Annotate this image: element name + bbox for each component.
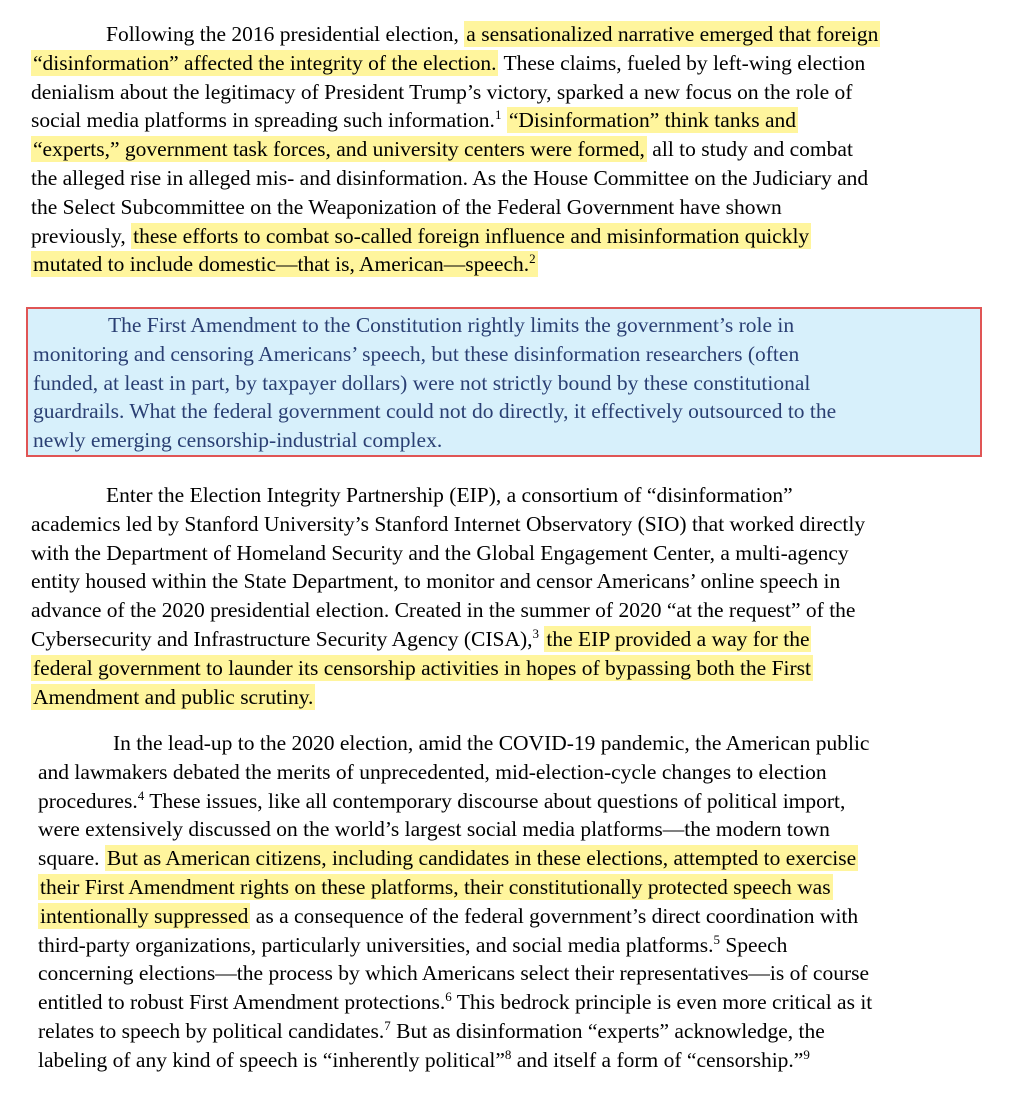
- line: monitoring and censoring Americans’ speech, but these disinformation researchers (often: [33, 341, 800, 366]
- text: mutated to include domestic—that is, American—speech.: [33, 252, 530, 277]
- line: and lawmakers debated the merits of unprecedented, mid-election-cycle changes to election: [38, 759, 827, 784]
- text: labeling of any kind of speech is “inherently political”: [38, 1047, 505, 1072]
- line: [38, 902, 1013, 931]
- line: [38, 931, 1013, 960]
- footnote-ref-4[interactable]: 4: [137, 787, 145, 803]
- text: third-party organizations, particularly universities, and social media platforms.: [38, 932, 714, 957]
- text: Following the 2016 presidential election,: [106, 22, 465, 46]
- text: procedures.: [38, 788, 138, 813]
- line: [38, 873, 1013, 902]
- highlighted-text: their First Amendment rights on these platforms, their constitutionally protected speech was: [40, 874, 831, 899]
- line: [31, 654, 1006, 683]
- text: and itself a form of “censorship.”: [511, 1047, 804, 1072]
- footnote-ref-1[interactable]: 1: [494, 107, 502, 123]
- text: Cybersecurity and Infrastructure Security Agency (CISA),: [31, 626, 533, 651]
- line: the alleged rise in alleged mis- and disinformation. As the House Committee on the Judiciary and: [31, 165, 869, 190]
- line: [38, 988, 1013, 1017]
- highlighted-text: “Disinformation” think tanks and: [508, 108, 797, 133]
- line: [31, 250, 1006, 279]
- line: [38, 844, 1013, 873]
- line: [38, 1046, 1013, 1075]
- highlighted-text: intentionally suppressed: [40, 903, 249, 928]
- text: entitled to robust First Amendment protections.: [38, 990, 446, 1015]
- highlighted-text: “experts,” government task forces, and university centers were formed,: [33, 137, 645, 162]
- line: with the Department of Homeland Security and the Global Engagement Center, a multi-agency: [31, 540, 849, 565]
- footnote-ref-2[interactable]: 2: [529, 251, 536, 267]
- footnote-ref-6[interactable]: 6: [445, 989, 452, 1005]
- line: [31, 683, 1006, 712]
- line: the Select Subcommittee on the Weaponization of the Federal Government have shown: [31, 194, 782, 219]
- line: [31, 135, 1006, 164]
- line: entity housed within the State Department, to monitor and censor Americans’ online speech in: [31, 569, 841, 594]
- footnote-ref-7[interactable]: 7: [384, 1017, 391, 1033]
- highlighted-text: these efforts to combat so-called foreign influence and misinformation quickly: [133, 223, 810, 248]
- text: But as disinformation “experts” acknowledge, the: [390, 1018, 825, 1043]
- paragraph-election: [38, 729, 1013, 1075]
- paragraph-callout: [33, 311, 973, 455]
- paragraph-eip: [31, 481, 1006, 711]
- text: as a consequence of the federal government’s direct coordination with: [250, 903, 859, 928]
- highlighted-text: a sensationalized narrative emerged that foreign: [466, 22, 879, 46]
- paragraph-intro: [31, 20, 1006, 279]
- highlighted-text: [31, 251, 538, 277]
- line: were extensively discussed on the world’s largest social media platforms—the modern town: [38, 817, 830, 842]
- highlighted-text: “disinformation” affected the integrity of the election.: [33, 50, 497, 75]
- line: [31, 49, 1006, 78]
- highlighted-text: federal government to launder its censorship activities in hopes of bypassing both the First: [33, 655, 812, 680]
- line: funded, at least in part, by taxpayer dollars) were not strictly bound by these constitutional: [33, 370, 811, 395]
- text: social media platforms in spreading such information.: [31, 108, 495, 133]
- footnote-ref-9[interactable]: 9: [803, 1046, 810, 1062]
- line: [31, 20, 1006, 49]
- line: [38, 787, 1013, 816]
- footnote-ref-8[interactable]: 8: [504, 1046, 512, 1062]
- line: In the lead-up to the 2020 election, amid the COVID-19 pandemic, the American public: [113, 731, 870, 755]
- line: [38, 1017, 1013, 1046]
- highlighted-text: But as American citizens, including candidates in these elections, attempted to exercise: [106, 846, 857, 871]
- text: These issues, like all contemporary discourse about questions of political import,: [144, 788, 846, 813]
- text: These claims, fueled by left-wing election: [498, 50, 866, 75]
- text: relates to speech by political candidates.: [38, 1018, 385, 1043]
- text: all to study and combat: [646, 137, 853, 162]
- line: newly emerging censorship-industrial complex.: [33, 428, 443, 453]
- text: previously,: [31, 223, 132, 248]
- line: academics led by Stanford University’s Stanford Internet Observatory (SIO) that worked directly: [31, 511, 866, 536]
- footnote-ref-5[interactable]: 5: [713, 931, 720, 947]
- footnote-ref-3[interactable]: 3: [532, 625, 540, 641]
- line: [31, 625, 1006, 654]
- line: concerning elections—the process by which Americans select their representatives—is of course: [38, 961, 870, 986]
- text: This bedrock principle is even more critical as it: [451, 990, 873, 1015]
- callout-box: [26, 307, 982, 457]
- line: Enter the Election Integrity Partnership (EIP), a consortium of “disinformation”: [106, 483, 793, 507]
- text: square.: [38, 846, 105, 871]
- text: Speech: [719, 932, 788, 957]
- highlighted-text: the EIP provided a way for the: [546, 626, 810, 651]
- line: The First Amendment to the Constitution rightly limits the government’s role in: [108, 313, 795, 337]
- line: [31, 222, 1006, 251]
- line: guardrails. What the federal government could not do directly, it effectively outsourced to the: [33, 399, 837, 424]
- line: denialism about the legitimacy of President Trump’s victory, sparked a new focus on the role of: [31, 79, 853, 104]
- highlighted-text: Amendment and public scrutiny.: [33, 684, 314, 709]
- line: advance of the 2020 presidential election. Created in the summer of 2020 “at the request” of the: [31, 598, 856, 623]
- line: [31, 106, 1006, 135]
